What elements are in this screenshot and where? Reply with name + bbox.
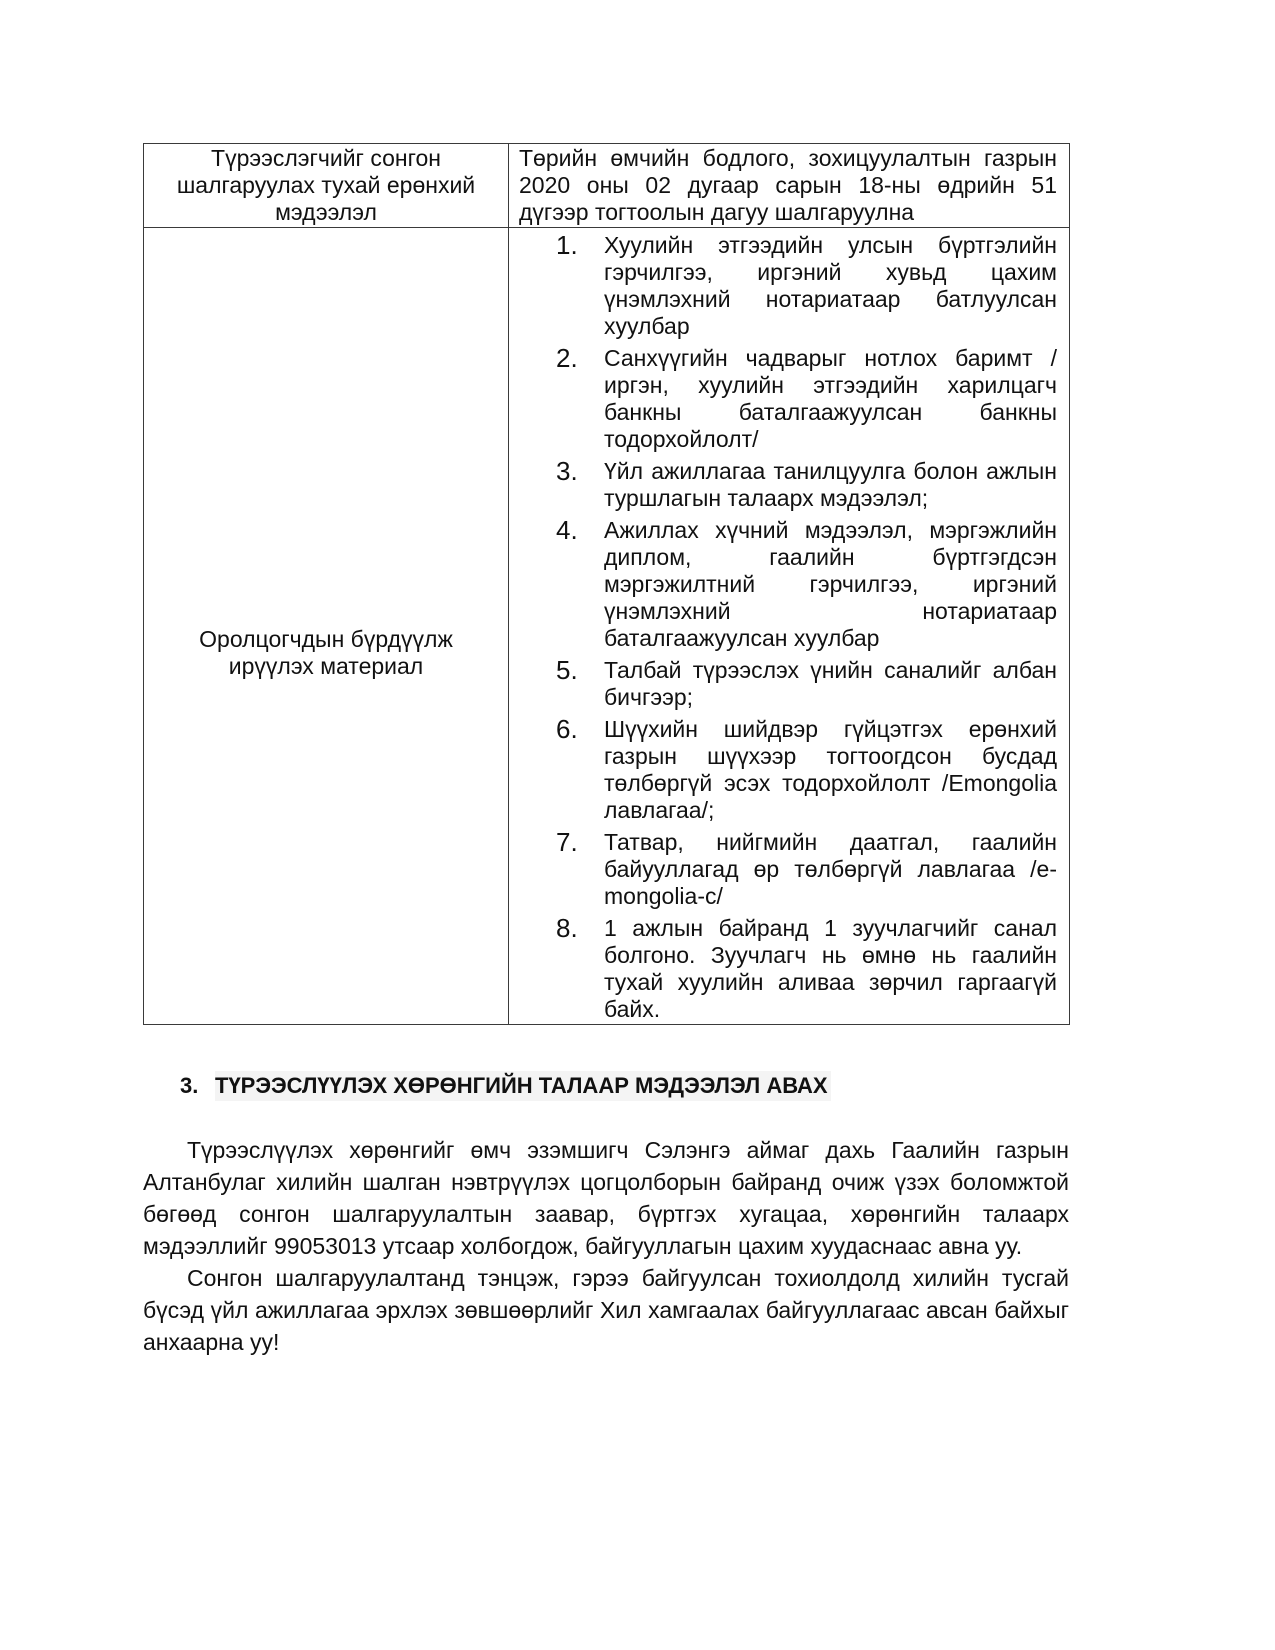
table-label-cell [144, 144, 509, 228]
info-table [143, 143, 1070, 1025]
requirement-number: 7. [556, 827, 578, 857]
section-number: 3. [180, 1073, 199, 1098]
table-row [144, 144, 1070, 228]
requirement-item [519, 458, 1057, 512]
requirement-number: 3. [556, 456, 578, 486]
requirement-item [519, 517, 1057, 652]
requirement-list [519, 232, 1057, 1023]
body-paragraph: Сонгон шалгаруулалтанд тэнцэж, гэрээ байгуулсан тохиолдолд хилийн тусгай бүсэд үйл ажиллагаа эрхлэх зөвшөөрлийг Хил хамгаалах байгууллагаас авсан байхыг анхаарна уу! [143, 1265, 1069, 1355]
requirement-text: Үйл ажиллагаа танилцуулга болон ажлын туршлагын талаарх мэдээлэл; [604, 458, 1057, 511]
requirement-text: Шүүхийн шийдвэр гүйцэтгэх ерөнхий газрын шүүхээр тогтоогдсон бусдад төлбөргүй эсэх тодорхойлолт /Emongolia лавлагаа/; [604, 716, 1057, 823]
requirement-number: 2. [556, 343, 578, 373]
requirement-item [519, 345, 1057, 453]
requirement-number: 8. [556, 913, 578, 943]
requirement-item [519, 716, 1057, 824]
materials-label: Оролцогчдын бүрдүүлж ирүүлэх материал [199, 625, 453, 679]
table-row [144, 228, 1070, 1025]
requirement-number: 4. [556, 515, 578, 545]
requirement-item [519, 915, 1057, 1023]
requirement-item [519, 657, 1057, 711]
requirement-item [519, 232, 1057, 340]
requirement-number: 1. [556, 230, 578, 260]
table-value-cell [509, 144, 1070, 228]
requirement-item [519, 829, 1057, 910]
selection-info-value: Төрийн өмчийн бодлого, зохицуулалтын газрын 2020 оны 02 дугаар сарын 18-ны өдрийн 51 дүгээр тогтоолын дагуу шалгаруулна [519, 145, 1057, 225]
table-value-cell [509, 228, 1070, 1025]
requirement-text: 1 ажлын байранд 1 зуучлагчийг санал болгоно. Зуучлагч нь өмнө нь гаалийн тухай хуулийн аливаа зөрчил гаргаагүй байх. [604, 915, 1057, 1022]
requirement-text: Санхүүгийн чадварыг нотлох баримт /иргэн, хуулийн этгээдийн харилцагч банкны баталгаажуулсан банкны тодорхойлолт/ [604, 345, 1057, 452]
body-paragraph: Түрээслүүлэх хөрөнгийг өмч эзэмшигч Сэлэнгэ аймаг дахь Гаалийн газрын Алтанбулаг хилийн шалган нэвтрүүлэх цогцолборын байранд очиж үзэх боломжтой бөгөөд сонгон шалгаруулалтын заавар, бүртгэх хугацаа, хөрөнгийн талаарх мэдээллийг 99053013 утсаар холбогдож, байгууллагын цахим хуудаснаас авна уу. [143, 1137, 1069, 1259]
section-heading [143, 1071, 1069, 1101]
requirement-text: Талбай түрээслэх үнийн саналийг албан бичгээр; [604, 657, 1057, 710]
requirement-number: 6. [556, 714, 578, 744]
table-label-cell [144, 228, 509, 1025]
requirement-number: 5. [556, 655, 578, 685]
document-content [143, 143, 1069, 1358]
selection-info-label: Түрээслэгчийг сонгон шалгаруулах тухай ерөнхий мэдээлэл [176, 145, 476, 225]
requirement-text: Ажиллах хүчний мэдээлэл, мэргэжлийн диплом, гаалийн бүртгэгдсэн мэргэжилтний гэрчилгээ, иргэний үнэмлэхний нотариатаар баталгаажуулсан хуулбар [604, 517, 1057, 651]
requirement-text: Хуулийн этгээдийн улсын бүртгэлийн гэрчилгээ, иргэний хувьд цахим үнэмлэхний нотариатаар батлуулсан хуулбар [604, 232, 1057, 339]
requirement-text: Татвар, нийгмийн даатгал, гаалийн байууллагад өр төлбөргүй лавлагаа /e-mongolia-c/ [604, 829, 1057, 909]
section-title: ТҮРЭЭСЛҮҮЛЭХ ХӨРӨНГИЙН ТАЛААР МЭДЭЭЛЭЛ АВАХ [215, 1071, 831, 1101]
